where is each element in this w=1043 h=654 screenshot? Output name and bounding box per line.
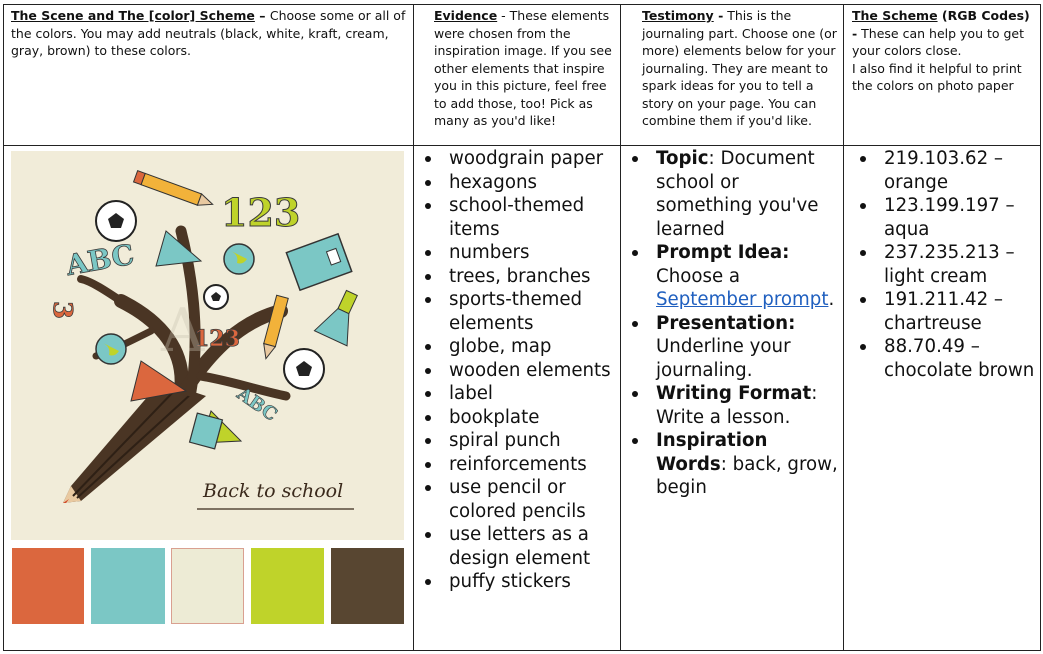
testimony-header-dash: - <box>713 8 724 23</box>
column-divider-1 <box>413 4 414 651</box>
pencil-sticker-2 <box>260 295 288 360</box>
table-border-right <box>1040 4 1041 651</box>
list-item: 123.199.197 – aqua <box>855 194 1035 241</box>
list-item: sports-themed elements <box>420 288 618 335</box>
inspiration-image <box>11 151 404 540</box>
testimony-inspiration-words <box>627 429 839 500</box>
testimony-topic <box>627 147 839 241</box>
list-item: numbers <box>420 241 618 265</box>
scene-header-separator: – <box>254 8 270 23</box>
testimony-header <box>642 7 838 130</box>
swatch-chartreuse <box>251 548 324 624</box>
list-item: woodgrain paper <box>420 147 618 171</box>
scene-header-title: The Scene and The [color] Scheme <box>11 8 255 23</box>
list-item: hexagons <box>420 171 618 195</box>
scene-header-text: Choose some or all of the colors. You may add neutrals (black, white, kraft, cream, gray, brown) to these colors. <box>11 8 406 58</box>
globe-icon <box>224 244 254 274</box>
writing-format-text: : Write a lesson. <box>656 383 818 428</box>
testimony-presentation <box>627 312 839 383</box>
testimony-header-title: Testimony <box>642 8 714 23</box>
numbers-123-sticker: 123 <box>221 190 301 235</box>
testimony-list <box>627 147 839 500</box>
presentation-text: Underline your journaling. <box>656 336 791 381</box>
list-item: bookplate <box>420 406 618 430</box>
table-border-top <box>3 4 1041 5</box>
presentation-label: Presentation: <box>656 312 796 334</box>
scheme-list <box>855 147 1035 382</box>
scheme-header-title-rest: (RGB Codes) - <box>852 8 1030 41</box>
prompt-label: Prompt Idea: <box>656 242 790 263</box>
scene-header <box>11 7 407 60</box>
list-item: label <box>420 382 618 406</box>
topic-text: : Document school or something you've learned <box>656 148 819 240</box>
pencil-sticker <box>134 171 215 210</box>
soccer-ball-icon-2 <box>284 349 324 389</box>
svg-text:ABC: ABC <box>232 383 281 426</box>
evidence-header-title: Evidence <box>434 8 498 23</box>
list-item: school-themed items <box>420 194 618 241</box>
scheme-header-text2: I also find it helpful to print the colors on photo paper <box>852 60 1022 93</box>
testimony-writing-format <box>627 382 839 429</box>
column-divider-2 <box>620 4 621 651</box>
topic-label: Topic <box>656 148 709 169</box>
scheme-header-title: The Scheme <box>852 8 938 23</box>
writing-format-label: Writing Format <box>656 383 812 404</box>
list-item: wooden elements <box>420 359 618 383</box>
soccer-ball-icon-3 <box>204 285 228 309</box>
september-prompt-link[interactable]: September prompt <box>656 289 829 310</box>
swatch-light-cream <box>171 548 244 624</box>
list-item: use pencil or colored pencils <box>420 476 618 523</box>
list-item: trees, branches <box>420 265 618 289</box>
prompt-text: Choose a <box>656 265 741 287</box>
list-item: 237.235.213 – light cream <box>855 241 1035 288</box>
column-divider-3 <box>843 4 844 651</box>
abc-sticker: ABC <box>63 237 137 283</box>
list-item: 88.70.49 – chocolate brown <box>855 335 1035 382</box>
notebook-icon <box>286 234 351 290</box>
swatch-chocolate-brown <box>331 548 404 624</box>
list-item: use letters as a design element <box>420 523 618 570</box>
table-header-divider <box>3 145 1041 146</box>
numbers-sticker-small: 123 <box>194 326 240 352</box>
flask-icon <box>314 285 368 346</box>
table-border-left <box>3 4 4 651</box>
scheme-header <box>852 7 1038 95</box>
testimony-prompt <box>627 241 839 312</box>
list-item: globe, map <box>420 335 618 359</box>
scheme-header-text: These can help you to get your colors close. <box>852 25 1025 58</box>
swatch-orange <box>12 548 84 624</box>
swatch-aqua <box>91 548 165 624</box>
evidence-list <box>420 147 618 594</box>
list-item: 191.211.42 – chartreuse <box>855 288 1035 335</box>
inspiration-words-text: : back, grow, begin <box>656 453 838 498</box>
table-border-bottom <box>3 650 1041 651</box>
list-item: spiral punch <box>420 429 618 453</box>
evidence-header-text: - These elements were chosen from the inspiration image. If you see other elements that inspire you in this picture, feel free to add those, too! Pick as many as you'd like! <box>434 8 612 128</box>
notebook-icon-2 <box>190 413 223 449</box>
image-caption: Back to school <box>203 480 344 502</box>
evidence-header <box>434 7 614 130</box>
svg-text:3: 3 <box>47 301 77 320</box>
testimony-header-text: This is the journaling part. Choose one (or more) elements below for your journaling. They are meant to spark ideas for you to tell a story on your page. You can combine them if you'd like. <box>642 8 837 128</box>
prompt-after: . <box>828 289 835 310</box>
list-item: puffy stickers <box>420 570 618 594</box>
list-item: reinforcements <box>420 453 618 477</box>
image-watermark: A <box>161 296 205 366</box>
soccer-ball-icon <box>96 201 136 241</box>
globe-icon-2 <box>96 334 126 364</box>
inspiration-words-label: Inspiration Words <box>656 430 768 475</box>
back-to-school-illustration <box>11 151 404 540</box>
list-item: 219.103.62 – orange <box>855 147 1035 194</box>
